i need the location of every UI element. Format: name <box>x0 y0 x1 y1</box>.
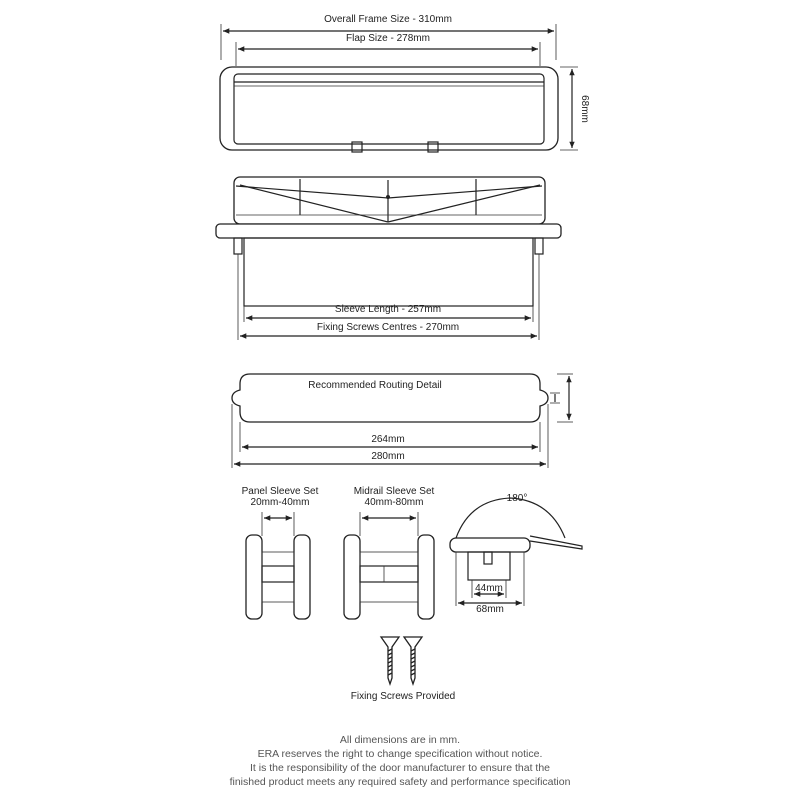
sleeve <box>244 238 533 306</box>
routing-outer-label: 280mm <box>371 451 405 462</box>
section-view <box>216 177 561 340</box>
footer-line-2: ERA reserves the right to change specification without notice. <box>257 748 543 760</box>
routing-inner-label: 264mm <box>371 434 405 445</box>
panel-sleeve-set <box>242 486 319 619</box>
overall-frame-label: Overall Frame Size - 310mm <box>324 14 452 25</box>
midrail-sleeve-title: Midrail Sleeve Set <box>353 486 435 497</box>
footer-line-1: All dimensions are in mm. <box>339 734 461 746</box>
routing-title: Recommended Routing Detail <box>308 380 442 391</box>
fixing-centres-label: Fixing Screws Centres - 270mm <box>316 322 460 333</box>
midrail-sleeve-range: 40mm-80mm <box>364 497 424 508</box>
sleeve-length-label: Sleeve Length - 257mm <box>334 304 442 315</box>
screws-label: Fixing Screws Provided <box>350 691 456 702</box>
front-plate-view <box>220 14 590 152</box>
footer-line-3: It is the responsibility of the door manufacturer to ensure that the <box>250 762 550 774</box>
dim-68-label: 68mm <box>476 604 504 615</box>
routing-detail <box>232 374 573 468</box>
panel-sleeve-title: Panel Sleeve Set <box>241 486 319 497</box>
backplate <box>216 224 561 238</box>
footer-line-4: finished product meets any required safety and performance specification <box>229 776 571 788</box>
panel-sleeve-range: 20mm-40mm <box>250 497 310 508</box>
fixing-screws <box>351 637 455 702</box>
flap-size-label: Flap Size - 278mm <box>346 33 430 44</box>
angle-label: 180° <box>506 493 528 504</box>
flap-angle-view <box>450 493 582 615</box>
midrail-sleeve-set <box>344 486 435 619</box>
dim-44-label: 44mm <box>475 583 503 594</box>
frame-outline <box>220 67 558 150</box>
height-label: 68mm <box>579 95 590 123</box>
